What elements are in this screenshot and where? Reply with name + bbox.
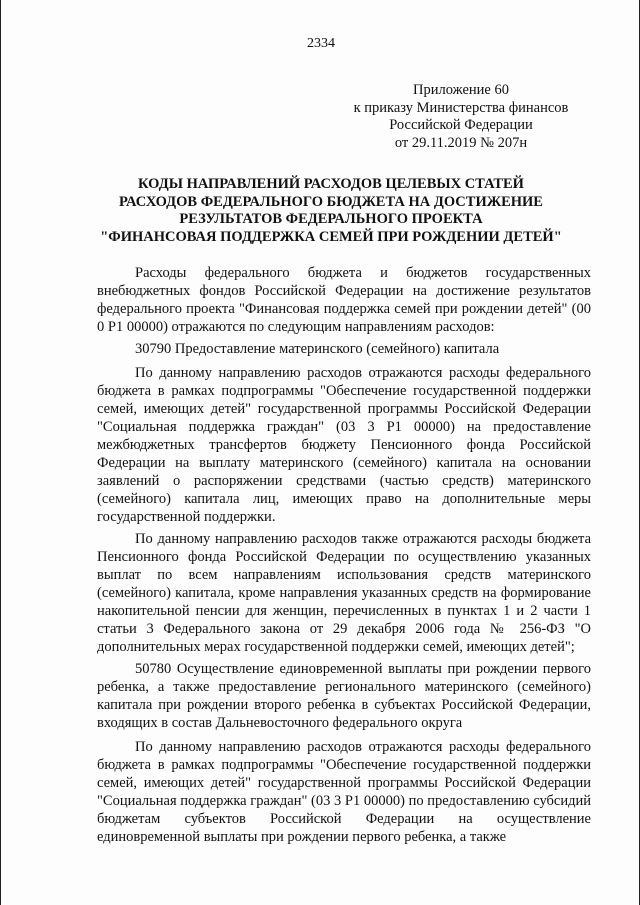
appendix-line: от 29.11.2019 № 207н xyxy=(394,134,528,151)
expense-code-30790: 30790 Предоставление материнского (семейного) капитала xyxy=(135,341,500,357)
document-title xyxy=(91,176,571,246)
document-body xyxy=(97,264,591,850)
expense-code-50780: 50780 Осуществление единовременной выплаты при рождении первого ребенка, а также предоставление регионального материнского (семейного) капитала при рождении второго ребенка в субъектах Российской Федерации, входящих в состав Дальневосточного федерального округа xyxy=(97,661,591,731)
paragraph: По данному направлению расходов отражаются расходы федерального бюджета в рамках подпрограммы "Обеспечение государственной поддержки семей, имеющих детей" государственной программы Российской Федерации "Социальная поддержка граждан" (03 3 P1 00000) по предоставлению субсидий бюджетам субъектов Российской Федерации на осуществление единовременной выплаты при рождении первого ребенка, а также xyxy=(97,739,591,845)
paragraph: По данному направлению расходов отражаются расходы федерального бюджета в рамках подпрограммы "Обеспечение государственной поддержки семей, имеющих детей" государственной программы Российской Федерации "Социальная поддержка граждан" (03 3 P1 00000) на предоставление межбюджетных трансфертов бюджету Пенсионного фонда Российской Федерации на выплату материнского (семейного) капитала на основании заявлений о распоряжении средствами (частью средств) материнского (семейного) капитала лиц, имеющих право на дополнительные меры государственной поддержки. xyxy=(97,365,591,525)
page-number: 2334 xyxy=(307,36,335,51)
title-line: РЕЗУЛЬТАТОВ ФЕДЕРАЛЬНОГО ПРОЕКТА xyxy=(179,211,483,227)
title-line: КОДЫ НАПРАВЛЕНИЙ РАСХОДОВ ЦЕЛЕВЫХ СТАТЕЙ xyxy=(138,176,524,192)
title-line: "ФИНАНСОВАЯ ПОДДЕРЖКА СЕМЕЙ ПРИ РОЖДЕНИИ ДЕТЕЙ" xyxy=(100,228,562,245)
appendix-line: Российской Федерации xyxy=(389,117,533,133)
appendix-header xyxy=(341,82,581,152)
appendix-line: Приложение 60 xyxy=(413,82,509,98)
appendix-line: к приказу Министерства финансов xyxy=(353,99,569,116)
paragraph: По данному направлению расходов также отражаются расходы бюджета Пенсионного фонда Российской Федерации по осуществлению указанных выплат по всем направлениям использования средств материнского (семейного) капитала, кроме направления указанных средств на формирование накопительной пенсии для женщин, перечисленных в пунктах 1 и 2 части 1 статьи 3 Федерального закона от 29 декабря 2006 года № 256-ФЗ "О дополнительных мерах государственной поддержки семей, имеющих детей"; xyxy=(97,531,591,655)
paragraph-intro: Расходы федерального бюджета и бюджетов государственных внебюджетных фондов Российской Федерации на достижение результатов федерального проекта "Финансовая поддержка семей при рождении детей" (00 0 P1 00000) отражаются по следующим направлениям расходов: xyxy=(97,265,591,335)
title-line: РАСХОДОВ ФЕДЕРАЛЬНОГО БЮДЖЕТА НА ДОСТИЖЕНИЕ xyxy=(119,193,543,210)
